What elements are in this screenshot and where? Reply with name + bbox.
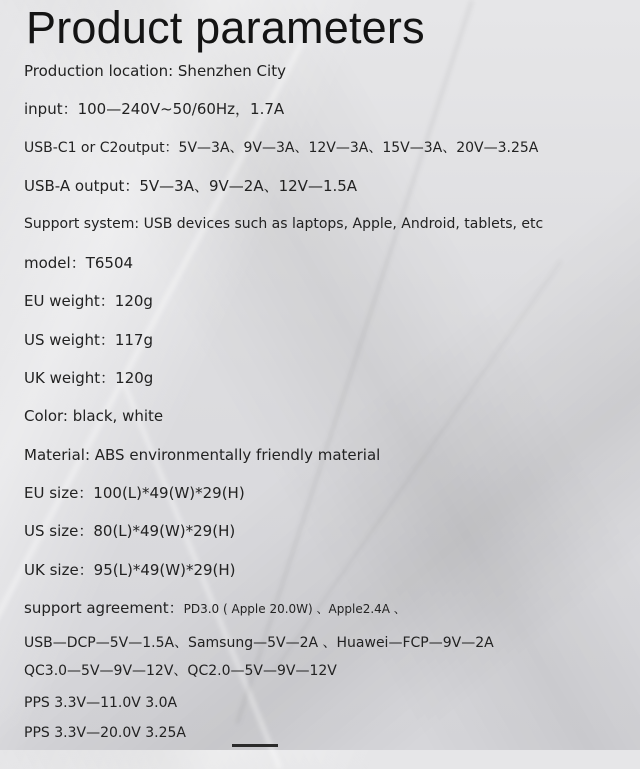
spec-us-weight: US weight：117g xyxy=(24,331,153,349)
spec-material: Material: ABS environmentally friendly material xyxy=(24,446,381,464)
spec-production-location: Production location: Shenzhen City xyxy=(24,62,286,80)
spec-eu-size: EU size：100(L)*49(W)*29(H) xyxy=(24,484,245,502)
agreement-line-qc: QC3.0—5V—9V—12V、QC2.0—5V—9V—12V xyxy=(24,663,337,679)
spec-support-agreement xyxy=(24,599,406,618)
spec-uk-size: UK size：95(L)*49(W)*29(H) xyxy=(24,561,236,579)
spec-input: input：100—240V~50/60Hz，1.7A xyxy=(24,100,285,118)
spec-us-size: US size：80(L)*49(W)*29(H) xyxy=(24,522,236,540)
bottom-mark xyxy=(232,744,278,747)
spec-color: Color: black, white xyxy=(24,407,164,425)
spec-uk-weight: UK weight：120g xyxy=(24,369,154,387)
spec-usb-a-output: USB-A output：5V—3A、9V—2A、12V—1.5A xyxy=(24,177,358,195)
page-title: Product parameters xyxy=(26,2,425,53)
agreement-line-dcp: USB—DCP—5V—1.5A、Samsung—5V—2A 、Huawei—FCP—9V—2A xyxy=(24,635,494,651)
spec-support-system: Support system: USB devices such as laptops, Apple, Android, tablets, etc xyxy=(24,216,544,232)
agreement-line-pps-2: PPS 3.3V—20.0V 3.25A xyxy=(24,725,187,741)
agreement-line-pps-1: PPS 3.3V—11.0V 3.0A xyxy=(24,695,178,711)
spec-eu-weight: EU weight：120g xyxy=(24,292,153,310)
agreement-protocols: PD3.0 ( Apple 20.0W) 、Apple2.4A 、 xyxy=(183,602,406,616)
agreement-label: support agreement： xyxy=(24,599,184,617)
spec-usb-c-output: USB-C1 or C2output：5V—3A、9V—3A、12V—3A、15V—3A、20V—3.25A xyxy=(24,140,539,156)
spec-model: model：T6504 xyxy=(24,254,134,272)
